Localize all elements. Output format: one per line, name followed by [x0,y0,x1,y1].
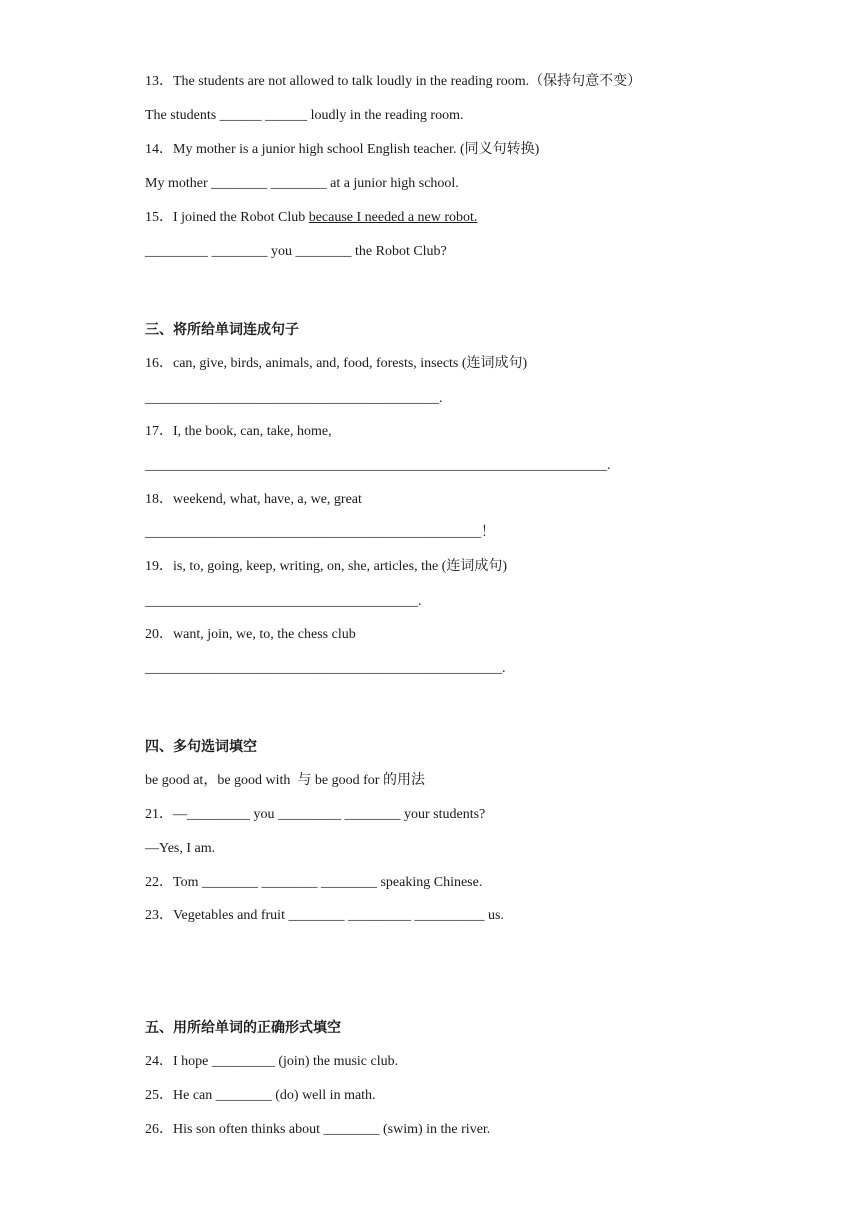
question-14: 14．My mother is a junior high school English teacher. (同义句转换) [145,142,540,157]
question-20: 20．want, join, we, to, the chess club [145,627,356,642]
question-22: 22．Tom ________ ________ ________ speaking Chinese. [145,875,483,890]
section-4-title: 四、多句选词填空 [145,739,257,755]
question-16-answer-line: __________________________________________. [145,391,443,406]
question-19: 19．is, to, going, keep, writing, on, she, articles, the (连词成句) [145,559,507,574]
question-15 [145,209,477,227]
question-18-answer-line: ________________________________________________！ [145,525,495,540]
question-21-response: —Yes, I am. [145,841,216,856]
question-14-answer-line: My mother ________ ________ at a junior high school. [145,176,459,191]
question-25: 25．He can ________ (do) well in math. [145,1088,376,1103]
section-4-instruction: be good at，be good with 与 be good for 的用法 [145,773,425,788]
section-5-title: 五、用所给单词的正确形式填空 [145,1020,341,1036]
question-23: 23．Vegetables and fruit ________ _________ __________ us. [145,908,504,923]
question-15-underlined-text: because I needed a new robot. [308,210,478,225]
question-13-answer-line: The students ______ ______ loudly in the reading room. [145,108,464,123]
question-13: 13．The students are not allowed to talk loudly in the reading room.（保持句意不变） [145,74,642,89]
question-24: 24．I hope _________ (join) the music club. [145,1054,399,1069]
question-19-answer-line: _______________________________________. [145,594,422,609]
question-17: 17．I, the book, can, take, home, [145,424,332,439]
question-16: 16．can, give, birds, animals, and, food, forests, insects (连词成句) [145,356,528,371]
section-3-title: 三、将所给单词连成句子 [145,322,299,338]
question-20-answer-line: ___________________________________________________. [145,661,506,676]
question-15-text: 15．I joined the Robot Club [145,210,309,225]
question-21: 21．—_________ you _________ ________ your students? [145,807,486,822]
question-17-answer-line: __________________________________________________________________. [145,458,611,473]
question-15-answer-line: _________ ________ you ________ the Robot Club? [145,244,447,259]
question-18: 18．weekend, what, have, a, we, great [145,492,362,507]
question-26: 26．His son often thinks about ________ (swim) in the river. [145,1122,491,1137]
